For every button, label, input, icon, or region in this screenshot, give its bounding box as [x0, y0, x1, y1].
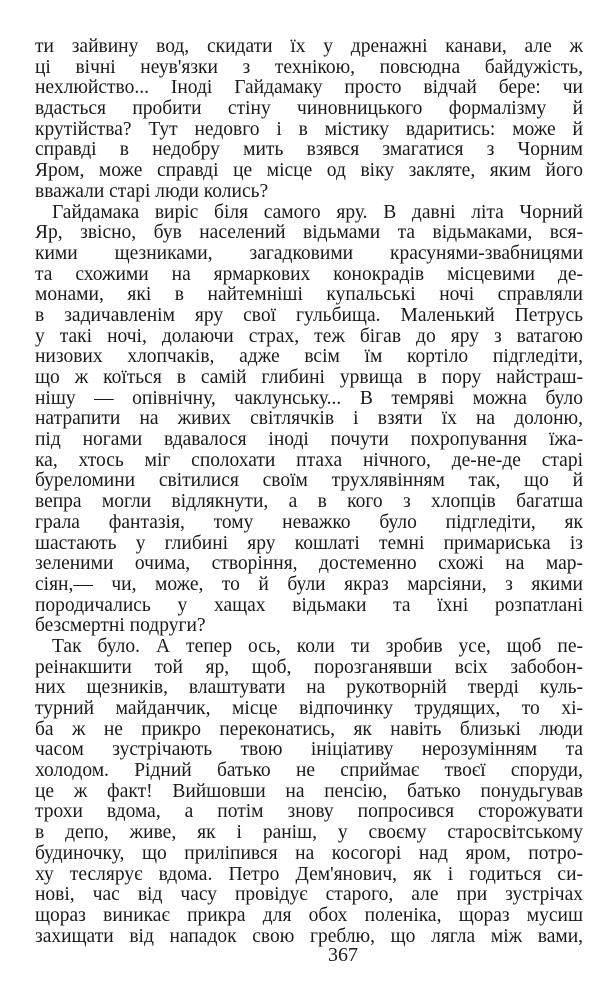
text-line: часом зустрічають твою ініціативу нерозумінням та: [35, 739, 583, 761]
text-line: ці вічні неув'язки з технікою, повсюдна байдужість,: [35, 56, 583, 78]
text-line: в задичавленім яру свої гульбища. Маленький Петрусь: [35, 304, 583, 326]
text-line: Яром, може справді це місце од віку закляте, яким його: [35, 160, 583, 182]
text-line: захищати від нападок свою греблю, що лягла між вами,: [35, 925, 583, 947]
text-line: це ж факт! Вийшовши на пенсію, батько понудьгував: [35, 780, 583, 802]
text-line: зеленими очима, створіння, достеменно схожі на мар-: [35, 553, 583, 575]
text-line: кими щезниками, загадковими красунями-звабницями: [35, 242, 583, 264]
text-line: сіян,— чи, може, то й були якраз марсіяни, з якими: [35, 573, 583, 595]
text-line: трохи вдома, а потім знову попросився сторожувати: [35, 801, 583, 823]
text-line: та схожими на ярмаркових конокрадів місцевими де-: [35, 263, 583, 285]
text-line: ба ж не прикро переконатись, як навіть близькі люди: [35, 718, 583, 740]
text-line: монами, які в найтемніші купальські ночі справляли: [35, 284, 583, 306]
text-line: нові, час від часу провідує старого, але при зустрічах: [35, 884, 583, 906]
text-line: ху теслярує вдома. Петро Дем'янович, як і годиться си-: [35, 863, 583, 885]
text-line: грала фантазія, тому неважко було підгледіти, як: [35, 511, 583, 533]
text-line: них щезників, влаштувати на рукотворній тверді куль-: [35, 677, 583, 699]
text-line: породичались у хащах відьмаки та їхні розпатлані: [35, 594, 583, 616]
text-line: холодом. Рідний батько не сприймає твоєї споруди,: [35, 760, 583, 782]
text-line: справді в недобру мить взявся змагатися з Чорним: [35, 139, 583, 161]
text-line: вважали старі люди колись?: [35, 180, 269, 202]
text-line: шастають у глибині яру кошлаті темні примариська із: [35, 532, 583, 554]
text-line: натрапити на живих світлячків і взяти їх на долоню,: [35, 408, 583, 430]
text-line: ка, хтось міг сполохати птаха нічного, де-не-де старі: [35, 449, 583, 471]
text-line: нехлюйство... Іноді Гайдамаку просто відчай бере: чи: [35, 77, 583, 99]
text-line: у такі ночі, долаючи страх, теж бігав до яру з ватагою: [35, 325, 583, 347]
page-number: 367: [328, 944, 358, 966]
text-line: буреломини світилися своїм трухлявінням так, що й: [35, 470, 583, 492]
text-line: Так було. А тепер ось, коли ти зробив усе, щоб пе-: [52, 635, 583, 657]
text-line: реінакшити той яр, щоб, порозганявши всіх забобон-: [35, 656, 583, 678]
text-line: турний майданчик, місце відпочинку трудящих, то хі-: [35, 698, 583, 719]
text-line: крутійства? Тут недовго і в містику вдаритись: може й: [35, 118, 583, 140]
text-line: будиночку, що приліпився на косогорі над яром, потро-: [35, 842, 583, 864]
text-line: ти зайвину вод, скидати їх у дренажні канави, але ж: [35, 36, 583, 57]
text-line: вепра могли відлякнути, а в кого з хлопців багатша: [35, 491, 583, 513]
text-line: що ж коїться в самій глибині урвища в пору найстраш-: [35, 367, 583, 388]
text-line: в депо, живе, як і раніш, у своєму старосвітському: [35, 822, 583, 844]
text-line: під ногами вдавалося іноді почути похропування їжа-: [35, 429, 583, 451]
text-line: безсмертні подруги?: [35, 615, 206, 637]
text-line: Гайдамака виріс біля самого яру. В давні літа Чорний: [52, 201, 583, 223]
page-body-text: [35, 37, 583, 947]
text-line: вдасться пробити стіну чиновницького формалізму й: [35, 98, 583, 120]
text-line: щораз виникає прикра для обох поленіка, щораз мусиш: [35, 904, 583, 926]
text-line: нішу — опівнічну, чаклунську... В темряві можна було: [35, 387, 583, 409]
text-line: Яр, звісно, був населений відьмами та відьмаками, вся-: [35, 222, 583, 244]
text-line: низових хлопчаків, адже всім їм кортіло підгледіти,: [35, 346, 583, 368]
